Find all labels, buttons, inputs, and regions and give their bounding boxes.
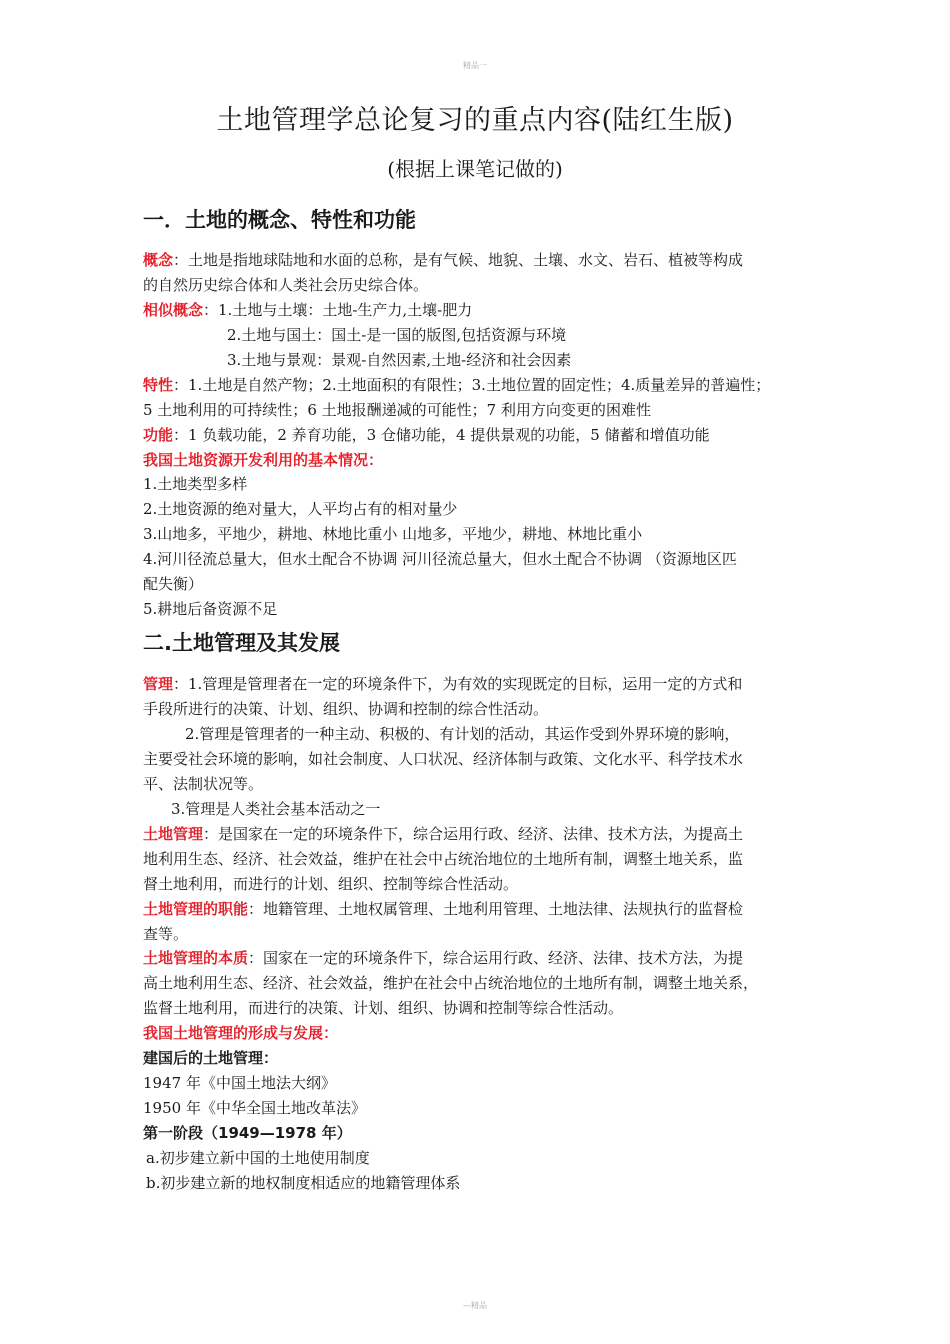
similar-label: 相似概念 bbox=[143, 301, 204, 319]
stage-1-item-b: b.初步建立新的地权制度相适应的地籍管理体系 bbox=[146, 1174, 461, 1192]
land-mgmt-label: 土地管理 bbox=[143, 825, 204, 843]
similar-line-2: 2.土地与国土：国土-是一国的版图,包括资源与环境 bbox=[227, 326, 567, 344]
page-header-mark: 精品一 bbox=[463, 61, 487, 70]
similar-line-3: 3.土地与景观：景观-自然因素,土地-经济和社会因素 bbox=[227, 351, 572, 369]
essence-label: 土地管理的本质 bbox=[143, 949, 249, 967]
mgmt-line-5: 平、法制状况等。 bbox=[143, 775, 264, 793]
land-mgmt-text-a: ：是国家在一定的环境条件下，综合运用行政、经济、法律、技术方法，为提高土 bbox=[203, 825, 744, 843]
duty-line-1 bbox=[143, 899, 743, 919]
concept-line-1 bbox=[143, 250, 743, 270]
document-title: 土地管理学总论复习的重点内容(陆红生版) bbox=[216, 105, 734, 136]
page-footer-mark: —精品 bbox=[463, 1301, 487, 1310]
concept-text-1: ：土地是指地球陆地和水面的总称，是有气候、地貌、土壤、水文、岩石、植被等构成 bbox=[173, 251, 744, 269]
feature-line-1 bbox=[143, 375, 770, 395]
feature-label: 特性 bbox=[143, 376, 174, 394]
concept-line-2: 的自然历史综合体和人类社会历史综合体。 bbox=[143, 276, 429, 294]
stage-1-item-a: a.初步建立新中国的土地使用制度 bbox=[146, 1149, 370, 1167]
law-1950: 1950 年《中华全国土地改革法》 bbox=[143, 1099, 366, 1117]
similar-text-1: ：1.土地与土壤：土地-生产力,土壤-肥力 bbox=[203, 301, 473, 319]
concept-label: 概念 bbox=[143, 251, 174, 269]
law-1947: 1947 年《中国土地法大纲》 bbox=[143, 1074, 336, 1092]
land-mgmt-line-2: 地利用生态、经济、社会效益，维护在社会中占统治地位的土地所有制，调整土地关系，监 bbox=[143, 850, 744, 868]
land-mgmt-line-3: 督土地利用，而进行的计划、组织、控制等综合性活动。 bbox=[143, 875, 519, 893]
mgmt-line-3: 2.管理是管理者的一种主动、积极的、有计划的活动，其运作受到外界环境的影响， bbox=[185, 725, 740, 743]
function-line bbox=[143, 425, 710, 445]
mgmt-line-2: 手段所进行的决策、计划、组织、协调和控制的综合性活动。 bbox=[143, 700, 549, 718]
duty-label: 土地管理的职能 bbox=[143, 900, 249, 918]
duty-line-2: 查等。 bbox=[143, 925, 189, 943]
section-1-heading: 一．土地的概念、特性和功能 bbox=[143, 208, 416, 232]
basic-item-4a: 4.河川径流总量大，但水土配合不协调 河川径流总量大，但水土配合不协调 （资源地区匹 bbox=[143, 550, 737, 568]
duty-text-a: ：地籍管理、土地权属管理、土地利用管理、土地法律、法规执行的监督检 bbox=[248, 900, 744, 918]
formation-heading: 我国土地管理的形成与发展： bbox=[143, 1024, 339, 1042]
section-2-heading: 二.土地管理及其发展 bbox=[143, 631, 340, 655]
mgmt-text-1a: ：1.管理是管理者在一定的环境条件下，为有效的实现既定的目标，运用一定的方式和 bbox=[173, 675, 743, 693]
function-text: ：1 负载功能，2 养育功能，3 仓储功能，4 提供景观的功能，5 储蓄和增值功能 bbox=[173, 426, 710, 444]
basic-item-2: 2.土地资源的绝对量大，人平均占有的相对量少 bbox=[143, 500, 458, 518]
essence-line-1 bbox=[143, 948, 743, 968]
basic-item-5: 5.耕地后备资源不足 bbox=[143, 600, 278, 618]
mgmt-line-6: 3.管理是人类社会基本活动之一 bbox=[171, 800, 381, 818]
basic-item-1: 1.土地类型多样 bbox=[143, 475, 248, 493]
mgmt-line-4: 主要受社会环境的影响，如社会制度、人口状况、经济体制与政策、文化水平、科学技术水 bbox=[143, 750, 744, 768]
feature-line-2: 5 土地利用的可持续性；6 土地报酬递减的可能性；7 利用方向变更的困难性 bbox=[143, 401, 651, 419]
mgmt-label: 管理 bbox=[143, 675, 174, 693]
document-subtitle: (根据上课笔记做的) bbox=[387, 157, 563, 181]
function-label: 功能 bbox=[143, 426, 174, 444]
basic-item-3: 3.山地多，平地少，耕地、林地比重小 山地多，平地少，耕地、林地比重小 bbox=[143, 525, 643, 543]
basic-situation-heading: 我国土地资源开发利用的基本情况： bbox=[143, 451, 384, 469]
basic-item-4b: 配失衡） bbox=[143, 575, 204, 593]
essence-text-a: ：国家在一定的环境条件下，综合运用行政、经济、法律、技术方法，为提 bbox=[248, 949, 744, 967]
postwar-heading: 建国后的土地管理： bbox=[143, 1049, 279, 1067]
feature-text-1: ：1.土地是自然产物；2.土地面积的有限性；3.土地位置的固定性；4.质量差异的普遍性； bbox=[173, 376, 771, 394]
mgmt-line-1 bbox=[143, 674, 742, 694]
land-mgmt-line-1 bbox=[143, 824, 743, 844]
essence-line-2: 高土地利用生态、经济、社会效益，维护在社会中占统治地位的土地所有制，调整土地关系， bbox=[143, 974, 759, 992]
essence-line-3: 监督土地利用，而进行的决策、计划、组织、协调和控制等综合性活动。 bbox=[143, 999, 624, 1017]
similar-line-1 bbox=[143, 300, 472, 320]
stage-1-heading: 第一阶段（1949—1978 年） bbox=[143, 1124, 352, 1142]
